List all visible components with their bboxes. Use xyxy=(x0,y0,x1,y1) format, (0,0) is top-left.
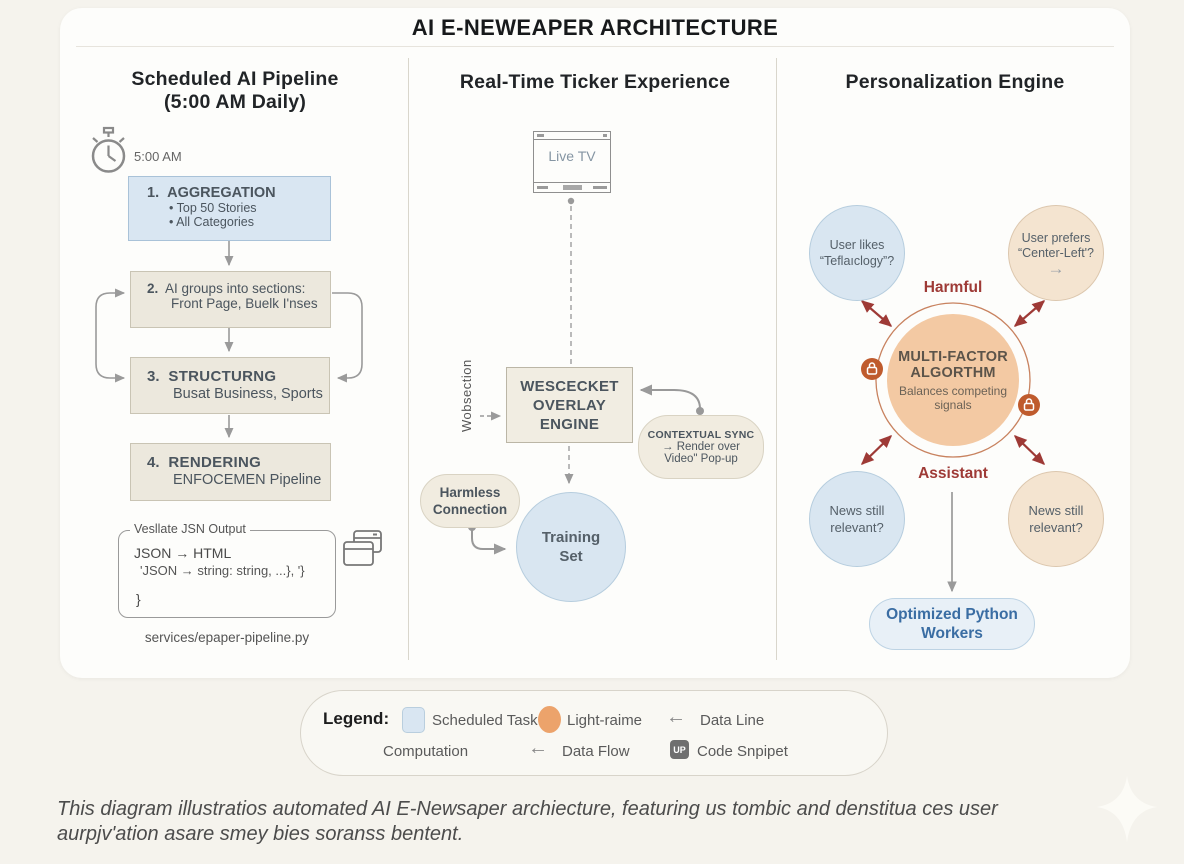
code-snippet-badge-icon: UP xyxy=(670,740,689,759)
user-prefers-circle: User prefers “Center-Left'? → xyxy=(1008,205,1104,301)
light-raime-swatch xyxy=(538,706,561,733)
harmless-connection-pill: Harmless Connection xyxy=(420,474,520,528)
column-divider-1 xyxy=(408,58,409,660)
legend-box xyxy=(300,690,888,776)
figure-caption-line2: aurpjv'ation asare smey bies soranss bentent. xyxy=(57,823,464,845)
step-aggregation: 1. AGGREGATION • Top 50 Stories • All Categories xyxy=(128,176,331,241)
assistant-label: Assistant xyxy=(918,465,988,482)
code-line-2: 'JSON → string: string, ...}, '} xyxy=(140,563,305,578)
page-title: AI E-NEWEAPER ARCHITECTURE xyxy=(411,15,779,40)
sparkle-decoration xyxy=(1097,776,1157,842)
live-tv-icon xyxy=(533,131,611,193)
legend-scheduled-task: Scheduled Task xyxy=(432,712,538,729)
contextual-sync-pill: CONTEXTUAL SYNC → Render over Video" Pop-up xyxy=(638,415,764,479)
legend-computation: Computation xyxy=(383,743,469,760)
column-divider-2 xyxy=(776,58,777,660)
browser-windows-icon xyxy=(342,528,384,570)
data-flow-arrow-icon: ← xyxy=(528,737,548,759)
ticker-header: Real-Time Ticker Experience xyxy=(459,71,731,93)
optimized-python-workers-pill: Optimized Python Workers xyxy=(869,598,1035,650)
schedule-time-label: 5:00 AM xyxy=(134,149,182,164)
step-rendering: 4. RENDERING ENFOCEMEN Pipeline xyxy=(130,443,331,501)
figure-caption-line1: This diagram illustratios automated AI E-Newsaper archiecture, featuring us tombic and denstitua ces user xyxy=(57,798,998,820)
personalization-header: Personalization Engine xyxy=(845,71,1065,93)
pipeline-file-caption: services/epaper-pipeline.py xyxy=(144,630,310,645)
data-line-arrow-icon: ← xyxy=(666,706,686,728)
step-grouping: 2. AI groups into sections: Front Page, Buelk I'nses xyxy=(130,271,331,328)
websocket-overlay-engine-box: WESCECKET OVERLAY ENGINE xyxy=(506,367,633,443)
training-set-circle: Training Set xyxy=(516,492,626,602)
legend-title: Legend: xyxy=(323,709,390,728)
legend-light-raime: Light-raime xyxy=(567,712,643,729)
json-output-label: Vesllate JSN Output xyxy=(130,522,250,536)
news-relevant-circle-right: News still relevant? xyxy=(1008,471,1104,567)
scheduled-task-swatch xyxy=(402,707,425,733)
step-structuring: 3. STRUCTURNG Busat Business, Sports xyxy=(130,357,330,414)
legend-data-line: Data Line xyxy=(700,712,765,729)
news-relevant-circle-left: News still relevant? xyxy=(809,471,905,567)
title-divider xyxy=(76,46,1114,47)
stopwatch-icon xyxy=(86,126,130,176)
harmful-label: Harmful xyxy=(923,279,983,296)
code-line-3: } xyxy=(136,591,141,607)
code-line-1: JSON → HTML xyxy=(134,545,232,561)
pipeline-header: Scheduled AI Pipeline (5:00 AM Daily) xyxy=(131,68,339,113)
multi-factor-algorithm-circle: MULTI-FACTOR ALGORTHM Balances competing signals xyxy=(887,314,1019,446)
lock-badge-icon-left xyxy=(860,357,884,381)
live-tv-label: Live TV xyxy=(548,148,596,164)
right-arrow-glyph: → xyxy=(1047,258,1065,278)
legend-data-flow: Data Flow xyxy=(562,743,630,760)
lock-badge-icon-right xyxy=(1017,393,1041,417)
legend-code-snippet: Code Snpipet xyxy=(697,743,788,760)
websocket-vertical-label: Wobsection xyxy=(459,359,474,432)
user-likes-circle: User likes “Teflaıclogy”? xyxy=(809,205,905,301)
